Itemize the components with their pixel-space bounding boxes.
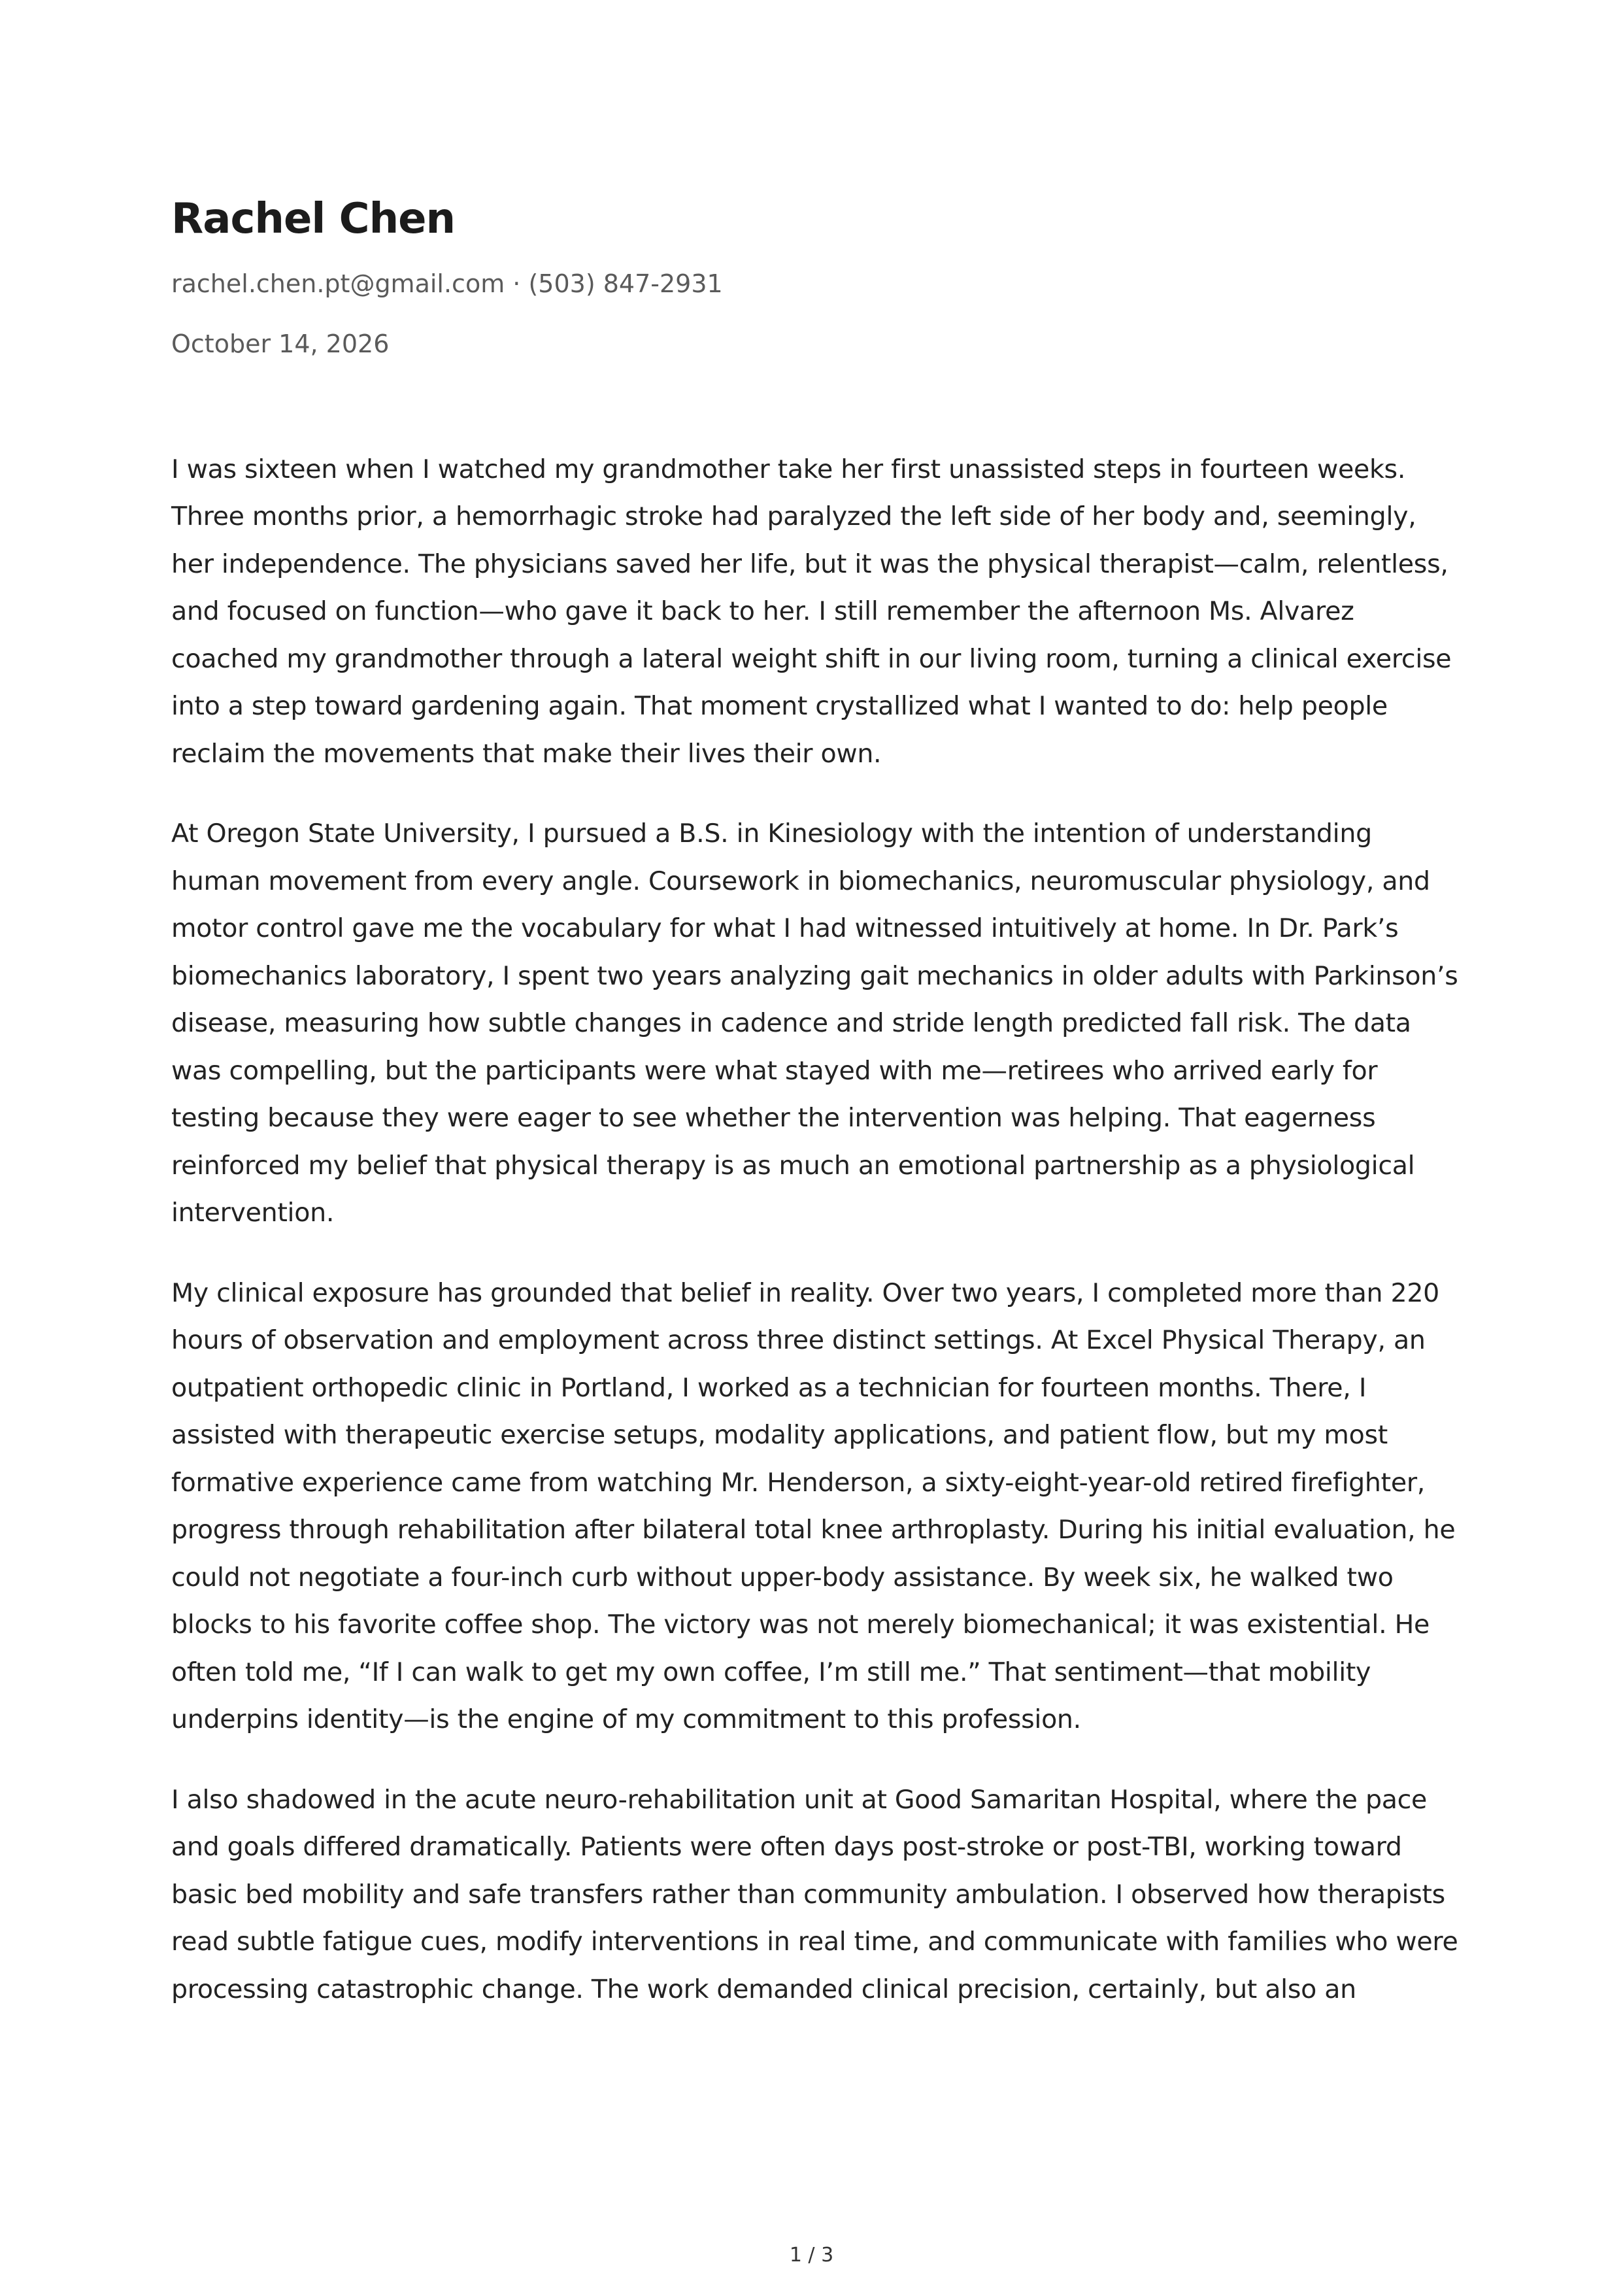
letter-body — [171, 446, 1465, 2014]
paragraph: At Oregon State University, I pursued a B.S. in Kinesiology with the intention of understanding human movement from every angle. Coursework in biomechanics, neuromuscular physiology, and motor control gave me the vocabulary for what I had witnessed intuitively at home. In Dr. Park’s biomechanics laboratory, I spent two years analyzing gait mechanics in older adults with Parkinson’s disease, measuring how subtle changes in cadence and stride length predicted fall risk. The data was compelling, but the participants were what stayed with me—retirees who arrived early for testing because they were eager to see whether the intervention was helping. That eagerness reinforced my belief that physical therapy is as much an emotional partnership as a physiological intervention. — [171, 819, 1458, 1228]
page-number: 1 / 3 — [789, 2244, 834, 2267]
letter-date: October 14, 2026 — [171, 329, 390, 358]
phone-number: (503) 847-2931 — [528, 269, 723, 299]
paragraph: I was sixteen when I watched my grandmother take her first unassisted steps in fourteen weeks. Three months prior, a hemorrhagic stroke had paralyzed the left side of her body and, seemingly, her independence. The physicians saved her life, but it was the physical therapist—calm, relentless, and focused on function—who gave it back to her. I still remember the afternoon Ms. Alvarez coached my grandmother through a lateral weight shift in our living room, turning a clinical exercise into a step toward gardening again. That moment crystallized what I wanted to do: help people reclaim the movements that make their lives their own. — [171, 454, 1452, 769]
paragraph: I also shadowed in the acute neuro-rehabilitation unit at Good Samaritan Hospital, where the pace and goals differed dramatically. Patients were often days post-stroke or post-TBI, working toward basic bed mobility and safe transfers rather than community ambulation. I observed how therapists read subtle fatigue cues, modify interventions in real time, and communicate with families who were processing catastrophic change. The work demanded clinical precision, certainly, but also an — [171, 1784, 1458, 2004]
email-address: rachel.chen.pt@gmail.com — [171, 269, 505, 299]
paragraph: My clinical exposure has grounded that belief in reality. Over two years, I completed more than 220 hours of observation and employment across three distinct settings. At Excel Physical Therapy, an outpatient orthopedic clinic in Portland, I worked as a technician for fourteen months. There, I assisted with therapeutic exercise setups, modality applications, and patient flow, but my most formative experience came from watching Mr. Henderson, a sixty-eight-year-old retired firefighter, progress through rehabilitation after bilateral total knee arthroplasty. During his initial evaluation, he could not negotiate a four-inch curb without upper-body assistance. By week six, he walked two blocks to his favorite coffee shop. The victory was not merely biomechanical; it was existential. He often told me, “If I can walk to get my own coffee, I’m still me.” That sentiment—that mobility underpins identity—is the engine of my commitment to this profession. — [171, 1277, 1456, 1735]
document-page — [171, 196, 1465, 2046]
author-name: Rachel Chen — [171, 195, 456, 243]
contact-line — [171, 269, 1465, 299]
contact-separator: · — [505, 269, 529, 299]
